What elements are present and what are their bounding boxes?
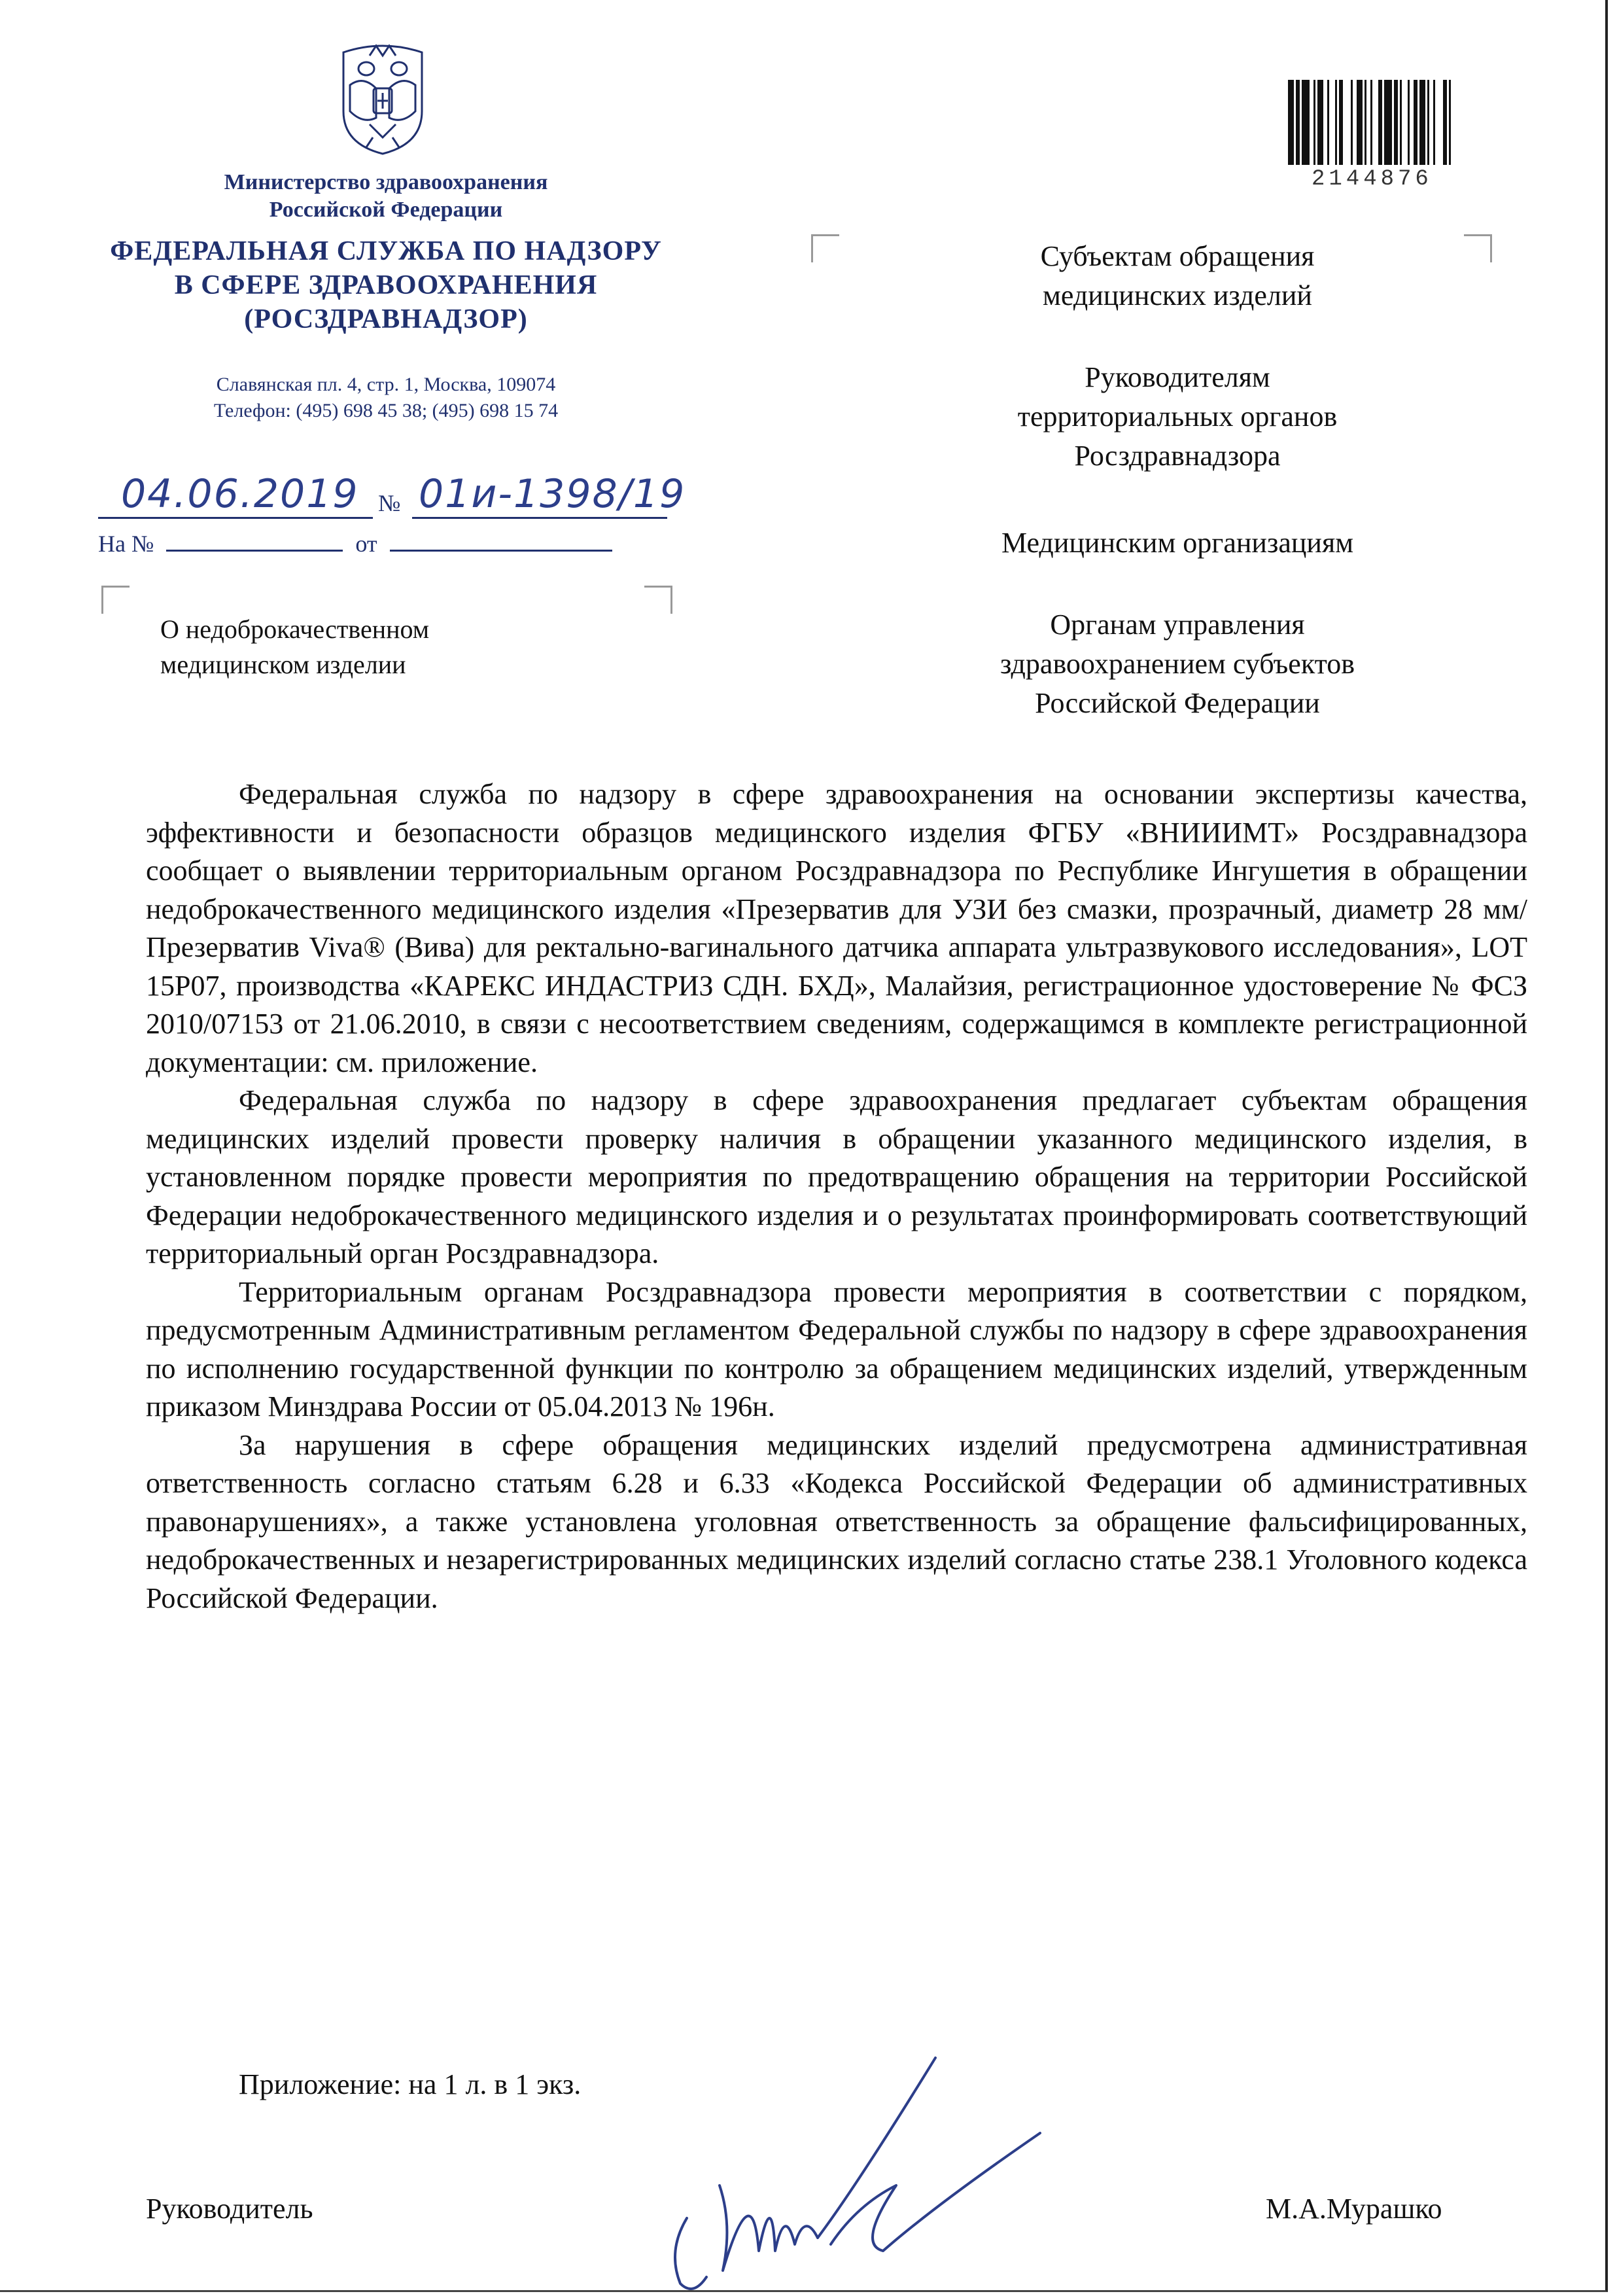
addressee-corner-top-right bbox=[1464, 234, 1492, 262]
barcode-bar bbox=[1370, 80, 1372, 165]
barcode-bar bbox=[1449, 80, 1451, 165]
barcode-bar bbox=[1296, 80, 1300, 165]
barcode-bar bbox=[1302, 80, 1310, 165]
barcode-bar bbox=[1400, 80, 1402, 165]
body-paragraph-2: Федеральная служба по надзору в сфере здравоохранения предлагает субъектам обращения медицинских изделий провести проверку наличия в обращении указанного медицинского изделия, в установленном порядке провести мероприятия по предотвращению обращения на территории Российской Федерации недоброкачественного медицинского изделия и о результатах проинформировать соответствующий территориальный орган Росздравнадзора. bbox=[146, 1084, 1527, 1269]
subject-line2: медицинском изделии bbox=[160, 650, 406, 679]
barcode-bar bbox=[1378, 80, 1382, 165]
reply-from-label: от bbox=[355, 531, 377, 557]
body-paragraph-3: Территориальным органам Росздравнадзора провести мероприятия в соответствии с порядком, предусмотренным Административным регламентом Федеральной службы по надзору в сфере здравоохранения по исполнению государственной функции по контролю за обращением медицинских изделий, утвержденным приказом Минздрава России от 05.04.2013 № 196н. bbox=[146, 1275, 1527, 1422]
subject-line1: О недоброкачественном bbox=[160, 614, 430, 644]
barcode-bar bbox=[1443, 80, 1447, 165]
barcode-bar bbox=[1288, 80, 1294, 165]
barcode-bar bbox=[1327, 80, 1329, 165]
addressee-subjects bbox=[916, 237, 1439, 315]
number-underline bbox=[412, 517, 667, 519]
addressee-health-line1: Органам управления bbox=[1050, 609, 1305, 641]
ministry-name-line1: Министерство здравоохранения bbox=[224, 170, 548, 194]
addressee-subjects-line1: Субъектам обращения bbox=[1040, 240, 1315, 272]
addressee-heads-line1: Руководителям bbox=[1085, 361, 1270, 393]
reply-number-label: На № bbox=[98, 531, 154, 557]
barcode-bar bbox=[1351, 80, 1353, 165]
subject-corner-top-left bbox=[101, 586, 130, 614]
date-underline bbox=[98, 517, 373, 519]
addressee-health-line2: здравоохранением субъектов bbox=[1000, 648, 1355, 680]
handwritten-signature-image bbox=[661, 2055, 1066, 2296]
addressee-corner-top-left bbox=[811, 234, 839, 262]
barcode-bar bbox=[1414, 80, 1417, 165]
signatory-name: М.А.Мурашко bbox=[1266, 2193, 1442, 2225]
service-name-line3: (РОСЗДРАВНАДЗОР) bbox=[244, 304, 528, 334]
barcode-bar bbox=[1433, 80, 1435, 165]
addressee-heads-line2: территориальных органов bbox=[1017, 400, 1338, 433]
barcode-bar bbox=[1408, 80, 1410, 165]
ministry-name-line2: Российской Федерации bbox=[269, 198, 503, 222]
addressee-health-line3: Российской Федерации bbox=[1035, 687, 1320, 719]
addressee-health-authorities bbox=[916, 605, 1439, 723]
barcode-bar bbox=[1357, 80, 1363, 165]
address-line: Славянская пл. 4, стр. 1, Москва, 109074 bbox=[216, 374, 556, 395]
registration-number-label: № bbox=[378, 490, 401, 516]
barcode-bar bbox=[1365, 80, 1366, 165]
service-name-line2: В СФЕРЕ ЗДРАВООХРАНЕНИЯ bbox=[174, 270, 598, 300]
reply-reference-row bbox=[98, 530, 619, 557]
registration-date: 04.06.2019 bbox=[121, 471, 359, 517]
barcode-bar bbox=[1317, 80, 1323, 165]
reply-date-blank bbox=[390, 550, 612, 552]
barcode-bar bbox=[1313, 80, 1315, 165]
service-name-line1: ФЕДЕРАЛЬНАЯ СЛУЖБА ПО НАДЗОРУ bbox=[110, 236, 662, 266]
addressee-subjects-line2: медицинских изделий bbox=[1043, 279, 1312, 311]
appendix-note: Приложение: на 1 л. в 1 экз. bbox=[239, 2068, 582, 2100]
letter-body bbox=[146, 775, 1527, 1617]
phone-line: Телефон: (495) 698 45 38; (495) 698 15 74 bbox=[213, 400, 559, 421]
body-paragraph-1: Федеральная служба по надзору в сфере здравоохранения на основании экспертизы качества, эффективности и безопасности образцов медицинского изделия ФГБУ «ВНИИИМТ» Росздравнадзора сообщает о выявлении территориальным органом Росздравнадзора по Республике Ингушетия в обращении недоброкачественного медицинского изделия «Презерватив для УЗИ без смазки, прозрачный, диаметр 28 мм/Презерватив Viva® (Вива) для ректально-вагинального датчика аппарата ультразвукового исследования», LOT 15P07, производства «КАРЕКС ИНДАСТРИЗ СДН. БХД», Малайзия, регистрационное удостоверение № ФСЗ 2010/07153 от 21.06.2010, в связи с несоответствием сведениям, содержащимся в комплекте регистрационной документации: см. приложение. bbox=[146, 778, 1527, 1078]
addressee-heads bbox=[916, 358, 1439, 476]
barcode-bar bbox=[1335, 80, 1337, 165]
barcode-bar bbox=[1427, 80, 1429, 165]
addressee-medical-orgs bbox=[916, 523, 1439, 563]
barcode-bar bbox=[1394, 80, 1398, 165]
addressee-heads-line3: Росздравнадзора bbox=[1074, 440, 1281, 472]
barcode-bar bbox=[1419, 80, 1425, 165]
signatory-role: Руководитель bbox=[146, 2193, 313, 2225]
coat-of-arms-emblem-icon bbox=[330, 39, 435, 157]
subject-corner-top-right bbox=[644, 586, 672, 614]
barcode-bar bbox=[1384, 80, 1392, 165]
registration-number: 01и-1398/19 bbox=[419, 471, 686, 517]
reply-number-blank bbox=[166, 550, 343, 552]
barcode-bar bbox=[1339, 80, 1343, 165]
body-paragraph-4: За нарушения в сфере обращения медицинских изделий предусмотрена административная ответственность согласно статьям 6.28 и 6.33 «Кодекса Российской Федерации об административных правонарушениях», а также установлена уголовная ответственность за обращение фальсифицированных, недоброкачественных и незарегистрированных медицинских изделий согласно статье 238.1 Уголовного кодекса Российской Федерации. bbox=[146, 1428, 1527, 1614]
barcode-image bbox=[1285, 80, 1482, 171]
subject-block bbox=[160, 612, 618, 682]
barcode-number: 2144876 bbox=[1312, 167, 1433, 192]
addressee-medical-orgs-line1: Медицинским организациям bbox=[1001, 527, 1354, 559]
